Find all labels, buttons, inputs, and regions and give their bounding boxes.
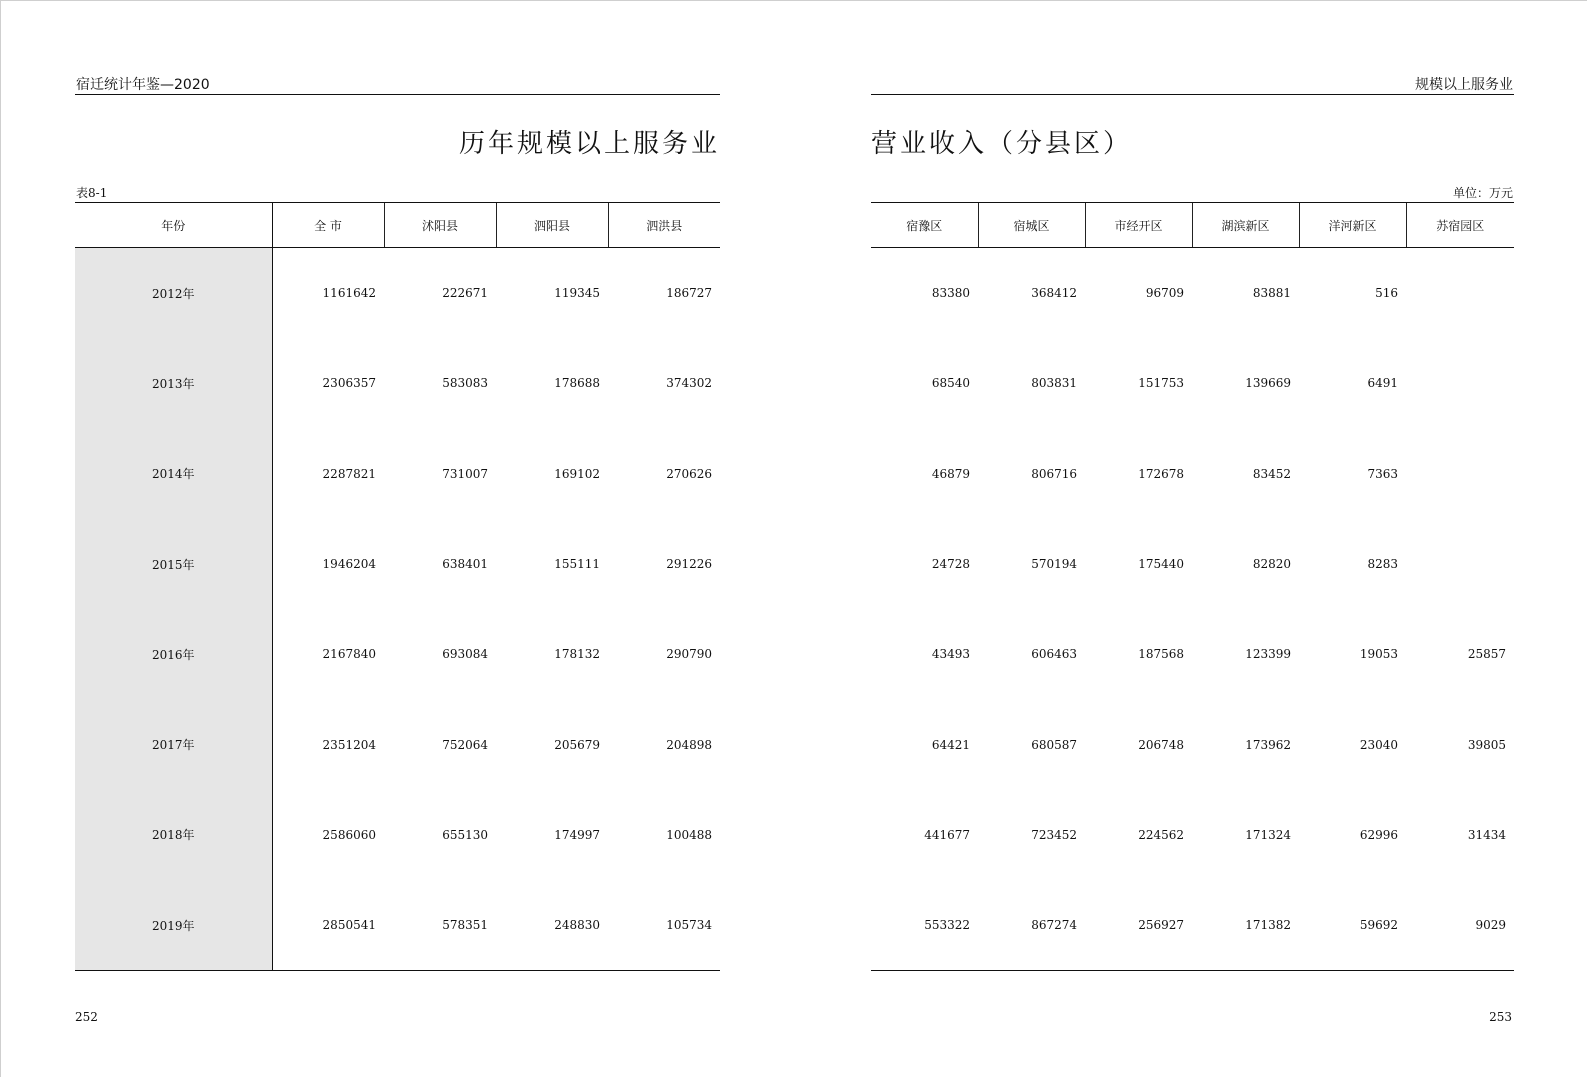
value-cell: 553322 <box>871 880 978 971</box>
page-title-right: 营业收入（分县区） <box>871 129 1133 159</box>
value-cell: 291226 <box>666 557 712 572</box>
table-row <box>75 519 720 609</box>
value-cell: 680587 <box>1031 737 1077 752</box>
value-cell: 441677 <box>924 827 970 842</box>
value-cell: 100488 <box>666 827 712 842</box>
table-row <box>871 338 1514 428</box>
value-cell: 96709 <box>1145 286 1184 301</box>
table-row <box>871 429 1514 519</box>
year-cell: 2013年 <box>75 338 272 428</box>
value-cell: 248830 <box>496 880 608 971</box>
column-header: 沭阳县 <box>384 203 496 248</box>
value-cell: 151753 <box>1138 376 1184 391</box>
value-cell <box>1406 519 1514 609</box>
table-row <box>871 519 1514 609</box>
value-cell: 155111 <box>554 557 600 572</box>
year-cell: 2015年 <box>75 519 272 609</box>
table-right <box>871 202 1514 971</box>
value-cell: 2586060 <box>322 827 376 842</box>
value-cell: 83380 <box>931 286 970 301</box>
value-cell: 224562 <box>1138 827 1184 842</box>
column-header: 年份 <box>75 203 272 248</box>
value-cell <box>1406 338 1514 428</box>
year-cell: 2019年 <box>75 880 272 971</box>
value-cell <box>1406 429 1514 519</box>
value-cell: 606463 <box>1031 647 1077 662</box>
value-cell: 178688 <box>554 376 600 391</box>
value-cell: 270626 <box>666 466 712 481</box>
value-cell: 187568 <box>1138 647 1184 662</box>
value-cell: 867274 <box>978 880 1085 971</box>
value-cell: 806716 <box>1031 466 1077 481</box>
value-cell: 83881 <box>1252 286 1291 301</box>
value-cell: 9029 <box>1406 880 1514 971</box>
value-cell: 655130 <box>442 827 488 842</box>
year-cell: 2018年 <box>75 790 272 880</box>
value-cell: 2351204 <box>322 737 376 752</box>
value-cell: 19053 <box>1359 647 1398 662</box>
value-cell: 169102 <box>554 466 600 481</box>
value-cell: 171324 <box>1245 827 1291 842</box>
value-cell: 222671 <box>442 286 488 301</box>
running-head-left: 宿迁统计年鉴—2020 <box>76 77 210 93</box>
value-cell: 25857 <box>1467 647 1506 662</box>
page-edge-top <box>0 0 1587 1</box>
value-cell: 7363 <box>1367 466 1398 481</box>
value-cell: 24728 <box>931 557 970 572</box>
value-cell: 62996 <box>1359 827 1398 842</box>
value-cell: 723452 <box>1031 827 1077 842</box>
value-cell: 1946204 <box>322 557 376 572</box>
table-row <box>871 790 1514 880</box>
year-cell: 2016年 <box>75 609 272 699</box>
header-rule-left <box>75 94 720 95</box>
value-cell: 105734 <box>608 880 720 971</box>
value-cell: 583083 <box>442 376 488 391</box>
table-row <box>75 248 720 339</box>
table-row <box>871 699 1514 789</box>
year-cell: 2012年 <box>75 248 272 339</box>
value-cell: 43493 <box>931 647 970 662</box>
value-cell: 693084 <box>442 647 488 662</box>
table-left <box>75 202 720 971</box>
value-cell: 8283 <box>1367 557 1398 572</box>
value-cell: 139669 <box>1245 376 1291 391</box>
value-cell: 2287821 <box>322 466 376 481</box>
table-number: 表8-1 <box>76 186 108 200</box>
value-cell: 290790 <box>666 647 712 662</box>
page-title-left: 历年规模以上服务业 <box>458 129 720 159</box>
value-cell: 31434 <box>1467 827 1506 842</box>
value-cell <box>1406 248 1514 339</box>
table-row <box>75 790 720 880</box>
value-cell: 206748 <box>1138 737 1184 752</box>
value-cell: 175440 <box>1138 557 1184 572</box>
value-cell: 1161642 <box>322 286 376 301</box>
value-cell: 374302 <box>666 376 712 391</box>
table-row <box>75 880 720 971</box>
table-header-row <box>75 203 720 248</box>
unit-label: 单位：万元 <box>1452 186 1513 200</box>
table-row <box>871 609 1514 699</box>
value-cell: 578351 <box>384 880 496 971</box>
value-cell: 186727 <box>666 286 712 301</box>
page-edge-left <box>0 0 1 1077</box>
value-cell: 204898 <box>666 737 712 752</box>
value-cell: 23040 <box>1359 737 1398 752</box>
table-row <box>75 429 720 519</box>
value-cell: 256927 <box>1085 880 1192 971</box>
column-header: 苏宿园区 <box>1406 203 1514 248</box>
column-header: 宿豫区 <box>871 203 978 248</box>
value-cell: 173962 <box>1245 737 1291 752</box>
value-cell: 171382 <box>1192 880 1299 971</box>
column-header: 宿城区 <box>978 203 1085 248</box>
table-row <box>871 248 1514 339</box>
page-number-right: 253 <box>1489 1010 1512 1024</box>
value-cell: 119345 <box>554 286 600 301</box>
value-cell: 59692 <box>1299 880 1406 971</box>
value-cell: 174997 <box>554 827 600 842</box>
value-cell: 83452 <box>1252 466 1291 481</box>
value-cell: 172678 <box>1138 466 1184 481</box>
column-header: 市经开区 <box>1085 203 1192 248</box>
running-head-right: 规模以上服务业 <box>1415 77 1513 93</box>
value-cell: 68540 <box>931 376 970 391</box>
column-header: 全 市 <box>272 203 384 248</box>
year-cell: 2017年 <box>75 699 272 789</box>
page-number-left: 252 <box>75 1010 98 1024</box>
table-row <box>75 699 720 789</box>
value-cell: 570194 <box>1031 557 1077 572</box>
value-cell: 46879 <box>931 466 970 481</box>
value-cell: 178132 <box>554 647 600 662</box>
value-cell: 2850541 <box>272 880 384 971</box>
value-cell: 368412 <box>1031 286 1077 301</box>
value-cell: 64421 <box>931 737 970 752</box>
table-row <box>75 609 720 699</box>
value-cell: 205679 <box>554 737 600 752</box>
table-row <box>75 338 720 428</box>
value-cell: 2167840 <box>322 647 376 662</box>
value-cell: 803831 <box>1031 376 1077 391</box>
value-cell: 39805 <box>1467 737 1506 752</box>
value-cell: 752064 <box>442 737 488 752</box>
value-cell: 516 <box>1375 286 1398 301</box>
table-row <box>871 880 1514 971</box>
value-cell: 638401 <box>442 557 488 572</box>
table-header-row <box>871 203 1514 248</box>
value-cell: 82820 <box>1252 557 1291 572</box>
value-cell: 731007 <box>442 466 488 481</box>
value-cell: 2306357 <box>322 376 376 391</box>
header-rule-right <box>871 94 1514 95</box>
value-cell: 6491 <box>1367 376 1398 391</box>
value-cell: 123399 <box>1245 647 1291 662</box>
column-header: 洋河新区 <box>1299 203 1406 248</box>
year-cell: 2014年 <box>75 429 272 519</box>
column-header: 泗洪县 <box>608 203 720 248</box>
column-header: 泗阳县 <box>496 203 608 248</box>
column-header: 湖滨新区 <box>1192 203 1299 248</box>
